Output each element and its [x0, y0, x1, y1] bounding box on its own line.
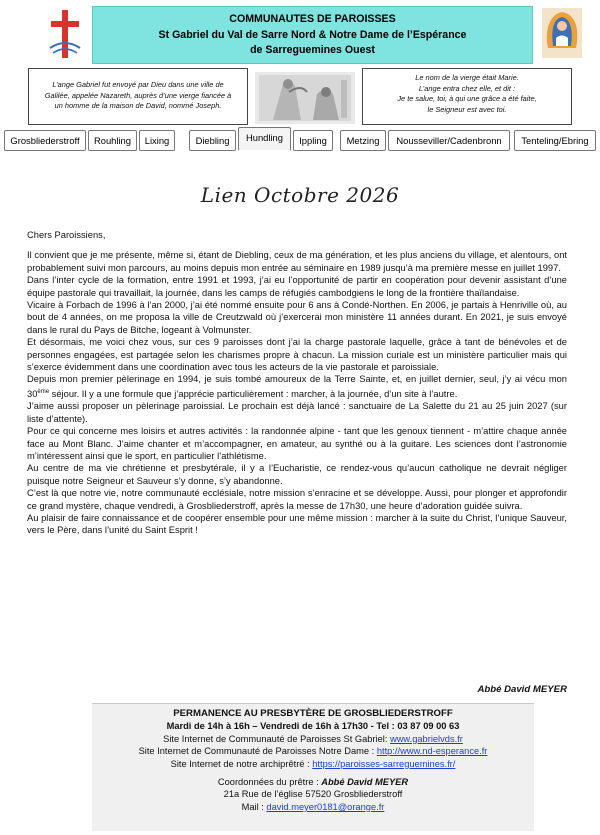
priest-contact	[92, 776, 534, 788]
presbytery-address: 21a Rue de l’église 57520 Grosbliederstroff	[223, 789, 403, 800]
letter-paragraph	[27, 373, 567, 400]
site-archipretre-link[interactable]: https://paroisses-sarreguemines.fr/	[312, 758, 456, 769]
gospel-quote-right	[362, 68, 572, 125]
tab-grosbliederstroff[interactable]: Grosbliederstroff	[4, 130, 86, 151]
footer-site-3	[92, 758, 534, 770]
site-label: Site Internet de notre archiprêtré :	[170, 758, 313, 769]
letter-paragraph: Il convient que je me présente, même si, étant de Diebling, ceux de ma génération, et les plus anciens du village, et alentours, ont probablement suivi mon parcours, au moins depuis mon entrée au séminaire en 1989 jusqu’à ma première messe en juillet 1997.	[27, 250, 567, 273]
paragraph-text: séjour. Il y a une formule que j’apprécie particulièrement : marcher, à la journée, d’un site à l’autre.	[49, 388, 458, 399]
letter-paragraph: J’aime aussi proposer un pèlerinage paroissial. Le prochain est déjà lancé : sanctuaire de La Salette du 21 au 25 juin 2027 (sur liste d’attente).	[27, 401, 567, 424]
contact-label: Coordonnées du prêtre :	[217, 777, 322, 788]
letter-body	[27, 229, 567, 537]
quote-right-line: Le nom de la vierge était Marie.	[415, 73, 519, 82]
mail-label: Mail :	[241, 801, 267, 812]
priest-name: Abbé David MEYER	[321, 777, 409, 788]
cross-horizontal-bar	[51, 21, 79, 27]
letter-paragraph: Pour ce qui concerne mes loisirs et autres activités : la randonnée alpine - tant que les genoux tiennent - m’attire chaque année face au Mont Blanc. J’aime chanter et m’accompagner, en amateur, au synthé ou à la guitare. Les sciences dont l’astronomie m’intéressent ainsi que le sport, en particulier l’athlétisme.	[27, 426, 567, 462]
tab-diebling[interactable]: Diebling	[189, 130, 236, 151]
letter-salutation: Chers Paroissiens,	[27, 230, 106, 240]
tab-metzing[interactable]: Metzing	[340, 130, 386, 151]
footer-site-2	[92, 745, 534, 757]
letter-paragraph: Au centre de ma vie chrétienne et presbytérale, il y a l’Eucharistie, ce rendez-vous qu’aucun catholique ne devrait négliger puisque notre Seigneur et Sauveur s’y donne, s’y abandonne.	[27, 463, 567, 486]
tab-ippling[interactable]: Ippling	[293, 130, 333, 151]
letter-paragraph: Vicaire à Forbach de 1996 à l’an 2000, j’ai été nommé ensuite pour 6 ans à Condé-Northen. En 2006, je partais à Henriville où, au bout de 4 années, on me proposa la ville de Creutzwald où j’exercerai mon ministère 11 années durant. En 2021, je suis envoyé dans le rural du Pays de Bitche, logeant à Volmunster.	[27, 300, 567, 335]
site-label: Site Internet de Communauté de Paroisses Notre Dame :	[138, 746, 377, 757]
footer-site-1	[92, 733, 534, 745]
letter-signature: Abbé David MEYER	[477, 684, 567, 695]
email-link[interactable]: david.meyer0181@orange.fr	[266, 801, 385, 812]
bulletin-title: Lien Octobre 2026	[200, 183, 400, 207]
quote-left-line: un homme de la maison de David, nommé Joseph.	[54, 101, 222, 111]
letter-paragraph: Au plaisir de faire connaissance et de coopérer ensemble pour une même mission : marcher à la suite du Christ, l’unique Sauveur, vers le Père, dans l’unité du Saint Esprit !	[27, 513, 567, 536]
parish-tab-bar	[0, 130, 600, 152]
footer-title: PERMANENCE AU PRESBYTÈRE DE GROSBLIEDERSTROFF	[173, 708, 453, 719]
quote-right-line: L’ange entra chez elle, et dit :	[418, 83, 516, 93]
tab-lixing[interactable]: Lixing	[139, 130, 175, 151]
priest-mail	[92, 801, 534, 813]
tab-tenteling-ebring[interactable]: Tenteling/Ebring	[514, 130, 596, 151]
quote-left-line: Galilée, appelée Nazareth, auprès d’une vierge fiancée à	[44, 90, 232, 100]
letter-paragraph: Dans l’inter cycle de la formation, entre 1991 et 1993, j’ai eu l’opportunité de partir en coopération pour devenir assistant d’une équipe pastorale qui travaillait, la journée, dans les camps de réfugiés cambodgiens le long de la frontière thaïlandaise.	[27, 275, 567, 298]
tab-hundling[interactable]: Hundling	[238, 127, 291, 151]
parish-cross-logo	[46, 8, 84, 60]
office-hours: Mardi de 14h à 16h – Vendredi de 16h à 17h30 - Tel : 03 87 09 00 63	[166, 721, 460, 732]
site-nd-esperance-link[interactable]: http://www.nd-esperance.fr	[376, 746, 488, 757]
letter-paragraph: Et désormais, me voici chez vous, sur ces 9 paroisses dont j’ai la charge pastorale laquelle, grâce à tant de bénévoles et de personnes engagées, est partagée selon les charismes propre à chacun. La mission curiale est un ministère particulier mais qui s’exerce évidemment dans une coordination avec tous les acteurs de la vie pastorale et paroissiale.	[27, 337, 567, 373]
gospel-quote-left	[28, 68, 248, 125]
annunciation-image	[255, 72, 355, 124]
paragraph-text: Depuis mon premier pèlerinage en 1994, je suis tombé amoureux de la Terre Sainte, et, en juillet dernier, seul, j’y ai vécu mon 30	[27, 374, 567, 399]
madonna-logo	[542, 8, 582, 58]
tab-rouhling[interactable]: Rouhling	[88, 130, 137, 151]
tab-nousseviller-cadenbronn[interactable]: Nousseviller/Cadenbronn	[388, 130, 510, 151]
quote-right-line: le Seigneur est avec toi.	[427, 104, 507, 114]
header-line-2: St Gabriel du Val de Sarre Nord & Notre Dame de l’Espérance	[158, 28, 467, 41]
letter-paragraph: C’est là que notre vie, notre communauté ecclésiale, notre mission s’enracine et se développe. Aussi, pour plonger et approfondir ce grand mystère, chaque vendredi, à Grosbliederstroff, après la messe de 17h30, une heure d’adoration guidée suivra.	[27, 488, 567, 511]
site-gabrielvds-link[interactable]: www.gabrielvds.fr	[390, 733, 463, 744]
header-line-1: COMMUNAUTES DE PAROISSES	[229, 13, 396, 25]
quote-left-line: L’ange Gabriel fut envoyé par Dieu dans une ville de	[52, 80, 224, 89]
site-label: Site Internet de Communauté de Paroisses St Gabriel:	[163, 733, 390, 744]
quote-right-line: Je te salue, toi, à qui une grâce a été faite,	[397, 94, 537, 104]
parish-community-header	[92, 6, 533, 64]
header-line-3: de Sarreguemines Ouest	[250, 44, 375, 56]
ordinal-suffix: ème	[37, 388, 50, 395]
presbytery-footer	[92, 703, 534, 831]
cross-vertical-bar	[62, 10, 68, 58]
